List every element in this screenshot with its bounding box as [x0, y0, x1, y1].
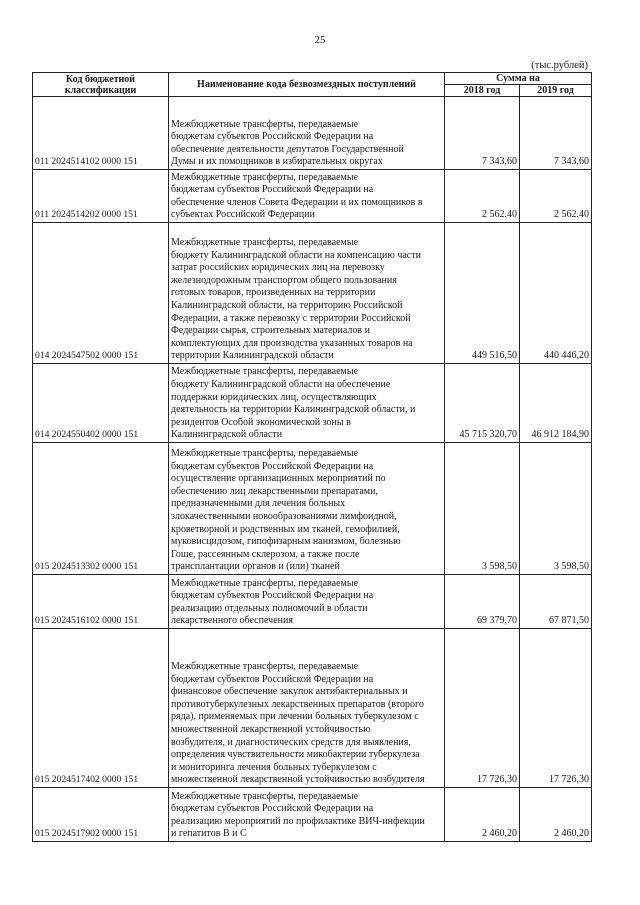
- name-cell: Межбюджетные трансферты, передаваемые бюджетам субъектов Российской Федерации на обеспечение деятельности депутатов Государственной Думы и их помощников в избирательных округах: [169, 97, 445, 170]
- amount-2018-cell: 449 516,50: [445, 223, 520, 364]
- code-cell: 014 2024550402 0000 151: [33, 364, 169, 443]
- name-cell: Межбюджетные трансферты, передаваемые бюджетам субъектов Российской Федерации на реализацию мероприятий по профилактике ВИЧ-инфекции и гепатитов В и С: [169, 788, 445, 842]
- name-cell: Межбюджетные трансферты, передаваемые бюджетам субъектов Российской Федерации на финансовое обеспечение закупок антибактериальных и противотуберкулезных лекарственных препаратов (второго ряда), применяемых при лечении больных туберкулезом с множественной лекарственной устойчивостью возбудителя, и диагностических средств для выявления, определения чувствительности микобактерии туберкулеза и мониторинга лечения больных туберкулезом с множественной лекарственной устойчивостью возбудителя: [169, 629, 445, 788]
- revenue-table: [32, 72, 592, 842]
- name-cell: Межбюджетные трансферты, передаваемые бюджету Калининградской области на обеспечение поддержки юридических лиц, осуществляющих деятельность на территории Калининградской области, и резидентов Особой экономической зоны в Калининградской области: [169, 364, 445, 443]
- amount-2018-cell: 7 343,60: [445, 97, 520, 170]
- amount-2018-cell: 45 715 320,70: [445, 364, 520, 443]
- code-cell: 014 2024547502 0000 151: [33, 223, 169, 364]
- header-year-2018: 2018 год: [445, 85, 520, 97]
- amount-2019-cell: 2 562,40: [520, 170, 592, 223]
- name-cell: Межбюджетные трансферты, передаваемые бюджетам субъектов Российской Федерации на обеспечение членов Совета Федерации и их помощников в субъектах Российской Федерации: [169, 170, 445, 223]
- code-cell: 011 2024514202 0000 151: [33, 170, 169, 223]
- amount-2019-cell: 2 460,20: [520, 788, 592, 842]
- header-code: Код бюджетной классификации: [33, 73, 169, 97]
- code-cell: 015 2024513302 0000 151: [33, 443, 169, 575]
- code-cell: 015 2024517902 0000 151: [33, 788, 169, 842]
- header-year-2019: 2019 год: [520, 85, 592, 97]
- code-cell: 011 2024514102 0000 151: [33, 97, 169, 170]
- name-cell: Межбюджетные трансферты, передаваемые бюджету Калининградской области на компенсацию части затрат российских юридических лиц на перевозку железнодорожным транспортом общего пользования готовых товаров, произведенных на территории Калининградской области, на территорию Российской Федерации, а также перевозку с территории Российской Федерации сырья, строительных материалов и комплектующих для производства указанных товаров на территории Калининградской области: [169, 223, 445, 364]
- code-cell: 015 2024517402 0000 151: [33, 629, 169, 788]
- amount-2018-cell: 17 726,30: [445, 629, 520, 788]
- amount-2018-cell: 3 598,50: [445, 443, 520, 575]
- units-label: (тыс.рублей): [531, 60, 588, 71]
- header-name: Наименование кода безвозмездных поступлений: [169, 73, 445, 97]
- code-cell: 015 2024516102 0000 151: [33, 575, 169, 629]
- amount-2019-cell: 46 912 184,90: [520, 364, 592, 443]
- amount-2018-cell: 2 562,40: [445, 170, 520, 223]
- amount-2019-cell: 7 343,60: [520, 97, 592, 170]
- table-row: [33, 223, 592, 364]
- table-row: [33, 170, 592, 223]
- table-row: [33, 575, 592, 629]
- table-row: [33, 97, 592, 170]
- amount-2019-cell: 67 871,50: [520, 575, 592, 629]
- amount-2018-cell: 2 460,20: [445, 788, 520, 842]
- amount-2019-cell: 440 446,20: [520, 223, 592, 364]
- table-row: [33, 364, 592, 443]
- amount-2019-cell: 17 726,30: [520, 629, 592, 788]
- amount-2018-cell: 69 379,70: [445, 575, 520, 629]
- table-row: [33, 788, 592, 842]
- table-row: [33, 443, 592, 575]
- table-row: [33, 629, 592, 788]
- amount-2019-cell: 3 598,50: [520, 443, 592, 575]
- name-cell: Межбюджетные трансферты, передаваемые бюджетам субъектов Российской Федерации на осуществление организационных мероприятий по обеспечению лиц лекарственными препаратами, предназначенными для лечения больных злокачественными новообразованиями лимфоидной, кроветворной и родственных им тканей, гемофилией, муковисцидозом, гипофизарным нанизмом, болезнью Гоше, рассеянным склерозом, а также после трансплантации органов и (или) тканей: [169, 443, 445, 575]
- name-cell: Межбюджетные трансферты, передаваемые бюджетам субъектов Российской Федерации на реализацию отдельных полномочий в области лекарственного обеспечения: [169, 575, 445, 629]
- header-sum: Сумма на: [445, 73, 592, 85]
- page-number: 25: [314, 34, 326, 46]
